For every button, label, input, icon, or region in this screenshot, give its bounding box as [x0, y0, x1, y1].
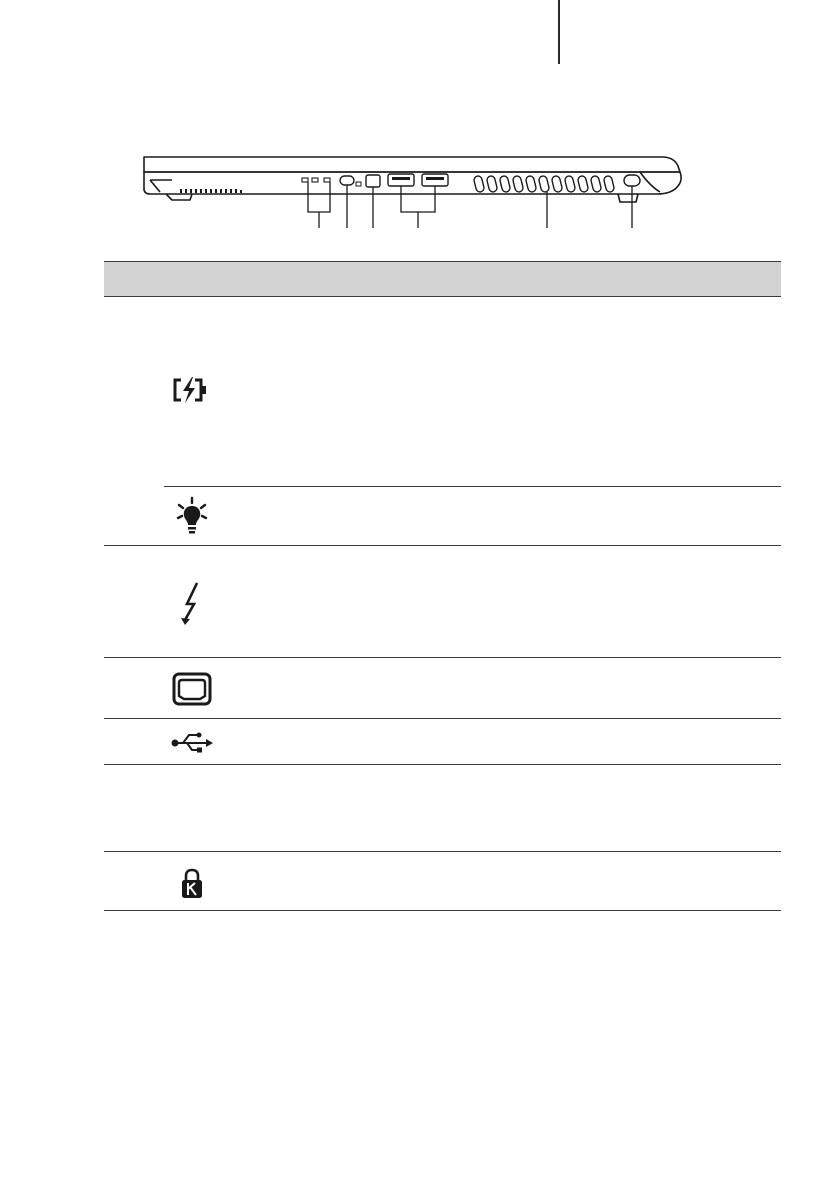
front-vent-dots [180, 189, 242, 193]
table-row [104, 719, 781, 765]
lock-slot [624, 175, 640, 186]
led-indicators [302, 178, 330, 182]
table-row [104, 546, 781, 658]
display-port [366, 175, 380, 187]
ports-table [104, 261, 781, 911]
laptop-lid [144, 157, 680, 172]
side-vents [473, 175, 615, 192]
usb-icon [170, 730, 214, 754]
table-row [104, 297, 781, 546]
kensington-lock-icon [170, 866, 214, 900]
light-bulb-icon [170, 496, 214, 536]
table-header [104, 261, 781, 297]
sub-row-divider [164, 486, 781, 487]
table-row [104, 852, 781, 911]
callout-lines [308, 182, 632, 228]
laptop-foot [166, 194, 192, 200]
table-row [104, 765, 781, 852]
display-port-icon [170, 671, 214, 707]
battery-charging-icon [170, 375, 214, 405]
top-vertical-rule [558, 0, 560, 64]
thunderbolt-port [340, 176, 354, 185]
laptop-side-view [142, 150, 687, 240]
table-row [104, 658, 781, 719]
thunderbolt-icon [170, 582, 214, 626]
